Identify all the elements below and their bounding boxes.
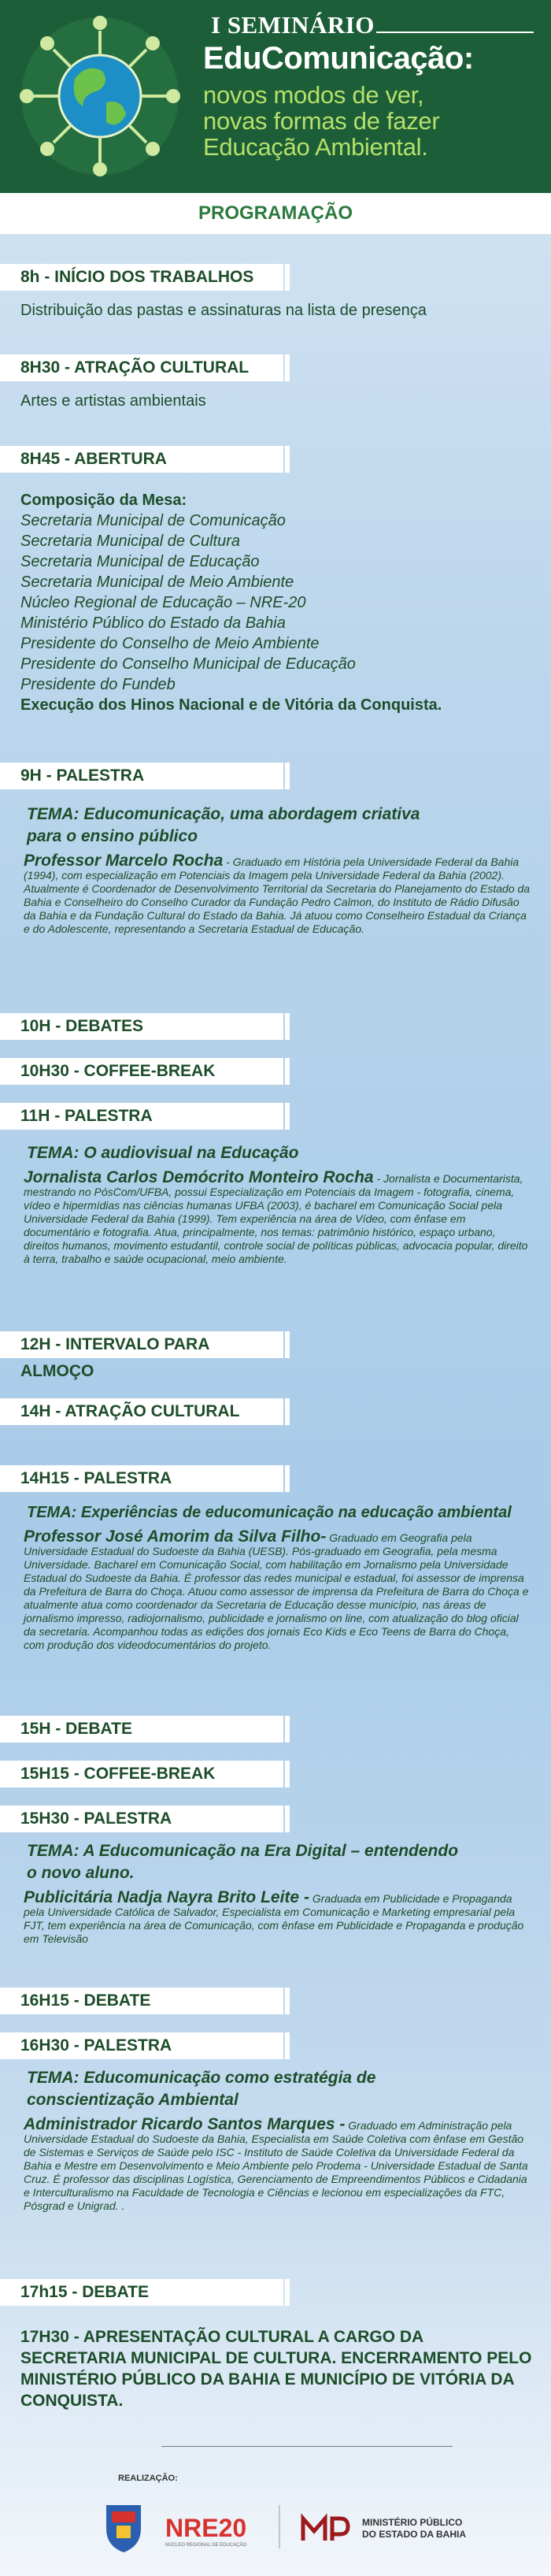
schedule-item <box>0 763 551 936</box>
bio-text: - Graduado em História pela Universidade Federal da Bahia (1994), com especialização em Potenciais da Imagem pela Universidade Federal da Bahia (2002). Atualmente é Coordenador de Desenvolvimento Territorial da Secretaria do Planejamento do Estado da Bahia e Conselheiro do Conselho Curador da Fundação Pedro Calmon, do Instituto de Rádio Difusão da Bahia e da Fundação Cultural do Estado da Bahia. Já atuou como Conselheiro Estadual da Criança e do Adolescente, representando a Secretaria Estadual de Educação. <box>24 856 531 935</box>
schedule-item <box>0 2032 551 2213</box>
time-label: 14H15 - PALESTRA <box>0 1465 283 1492</box>
schedule-item <box>0 1331 551 1380</box>
time-label: 16H15 - DEBATE <box>0 1988 283 2014</box>
time-label: 10H30 - COFFEE-BREAK <box>0 1058 283 1085</box>
time-label: 8H45 - ABERTURA <box>0 446 283 473</box>
item-text: Artes e artistas ambientais <box>20 392 206 410</box>
mesa-heading: Composição da Mesa: <box>20 492 187 509</box>
mesa-item: Núcleo Regional de Educação – NRE-20 <box>20 594 306 611</box>
speaker-name: Publicitária Nadja Nayra Brito Leite - <box>24 1888 309 1906</box>
schedule-item <box>0 1058 551 1085</box>
crest-icon <box>106 2505 141 2552</box>
item-body <box>0 473 551 715</box>
mesa-item: Presidente do Conselho de Meio Ambiente <box>20 635 320 652</box>
schedule-item <box>0 354 551 411</box>
mp-logo-icon <box>303 2518 348 2541</box>
nre-logo-caption: NÚCLEO REGIONAL DE EDUCAÇÃO <box>165 2543 247 2548</box>
speaker-name: Jornalista Carlos Demócrito Monteiro Rocha <box>24 1168 374 1186</box>
mesa-item: Presidente do Conselho Municipal de Educação <box>20 655 356 673</box>
globe-logo-icon <box>16 12 185 181</box>
talk-theme: TEMA: Experiências de educomunicação na educação ambiental <box>27 1504 512 1521</box>
subtitle-line: novos modos de ver, <box>203 81 424 109</box>
schedule-item <box>0 1013 551 1040</box>
nre-logo: NRE20 <box>165 2514 247 2542</box>
schedule-item <box>0 1761 551 1787</box>
time-label: 15H15 - COFFEE-BREAK <box>0 1761 283 1787</box>
talk-theme: TEMA: Educomunicação como estratégia de conscientização Ambiental <box>27 2069 376 2109</box>
talk-theme: TEMA: A Educomunicação na Era Digital – entendendo o novo aluno. <box>27 1842 459 1882</box>
closing-text: 17H30 - APRESENTAÇÃO CULTURAL A CARGO DA SECRETARIA MUNICIPAL DE CULTURA. ENCERRAMENTO PELO MINISTÉRIO PÚBLICO DA BAHIA E MUNICÍPIO DE VITÓRIA DA CONQUISTA. <box>20 2328 532 2410</box>
mp-logo-line1: MINISTÉRIO PÚBLICO <box>362 2517 463 2528</box>
subtitle-line: Educação Ambiental. <box>203 133 428 161</box>
bio-text: Graduado em Administração pela Universidade Estadual do Sudoeste da Bahia, Especialista em Saúde Coletiva com ênfase em Gestão de Sistemas e Serviços de Saúde pelo ISC - Instituto de Saúde Coletiva da Universidade Federal da Bahia e Mestre em Desenvolvimento e Meio Ambiente pelo Prodema - Universidade Estadual de Santa Cruz. É professor das disciplinas Logística, Gerenciamento de Empreendimentos Públicos e Cidadania e Interculturalismo na Faculdade de Tecnologia e Ciências e lecionou em especializações da FTC, Pósgrad e Unigrad. . <box>24 2119 528 2212</box>
time-label: 16H30 - PALESTRA <box>0 2032 283 2059</box>
divider <box>161 2446 453 2447</box>
bio-text: Graduada em Publicidade e Propaganda pela Universidade Católica de Salvador, Especialista em Comunicação e Marketing empresarial pela FJT, tem experiência na área de Comunicação, com ênfase em Publicidade e Propaganda e produção em Televisão <box>24 1892 524 1945</box>
speaker-name: Administrador Ricardo Santos Marques - <box>24 2115 346 2133</box>
realizacao-label: REALIZAÇÃO: <box>118 2474 178 2483</box>
time-label: 14H - ATRAÇÃO CULTURAL <box>0 1398 283 1425</box>
time-label: 12H - INTERVALO PARA ALMOÇO <box>0 1331 283 1358</box>
speaker-name: Professor José Amorim da Silva Filho- <box>24 1527 327 1546</box>
item-text: Distribuição das pastas e assinaturas na lista de presença <box>20 302 427 319</box>
schedule-item <box>0 446 551 715</box>
schedule-item <box>0 1398 551 1425</box>
sponsor-logos <box>102 2497 480 2556</box>
schedule-item <box>0 2279 551 2306</box>
schedule-item <box>0 1716 551 1743</box>
mesa-item: Secretaria Municipal de Comunicação <box>20 512 286 529</box>
speaker-bio <box>0 2111 551 2213</box>
mesa-item: Presidente do Fundeb <box>20 676 176 693</box>
time-label: 17h15 - DEBATE <box>0 2279 283 2306</box>
time-label: 9H - PALESTRA <box>0 763 283 789</box>
speaker-bio <box>0 1884 551 1946</box>
speaker-bio <box>0 1524 551 1652</box>
time-label: 15H30 - PALESTRA <box>0 1806 283 1832</box>
talk-theme: TEMA: O audiovisual na Educação <box>27 1144 299 1162</box>
time-label: 8h - INÍCIO DOS TRABALHOS <box>0 264 283 291</box>
mesa-item: Secretaria Municipal de Cultura <box>20 533 241 550</box>
speaker-bio <box>0 1164 551 1266</box>
header-banner <box>0 0 551 193</box>
mesa-item: Ministério Público do Estado da Bahia <box>20 614 286 632</box>
mesa-item: Secretaria Municipal de Meio Ambiente <box>20 573 294 591</box>
mesa-closing: Execução dos Hinos Nacional e de Vitória da Conquista. <box>20 696 442 714</box>
bio-text: Graduado em Geografia pela Universidade Estadual do Sudoeste da Bahia (UESB). Pós-graduado em Geografia, pela mesma Universidade. Bacharel em Comunicação Social, com habilitação em Jornalismo pela Universidade Estadual do Sudoeste da Bahia. É professor das redes municipal e estadual, foi assessor de imprensa da Prefeitura de Barra do Choça. Atuou como assessor de imprensa da Prefeitura de Barra do Choça e atualmente atua como coordenador da Secretaria de Educação desse município, nas áreas de jornalismo impresso, radiojornalismo, publicidade e jornalismo on line, com atualização do blog oficial da secretaria. Acompanhou todas as edições dos jornais Eco Kids e Eco Teens de Barra do Choça, com produção dos videodocumentários do projeto. <box>24 1531 529 1651</box>
schedule-item <box>0 1988 551 2014</box>
mesa-item: Secretaria Municipal de Educação <box>20 553 260 570</box>
program-title: PROGRAMAÇÃO <box>198 202 353 224</box>
schedule-item <box>0 1806 551 1946</box>
event-subtitle <box>203 82 439 160</box>
schedule-item <box>0 1103 551 1266</box>
program-title-bar <box>0 193 551 234</box>
header-rule <box>376 32 534 33</box>
speaker-bio <box>0 848 551 936</box>
schedule-item <box>0 264 551 321</box>
time-label: 15H - DEBATE <box>0 1716 283 1743</box>
subtitle-line: novas formas de fazer <box>203 107 440 135</box>
mp-logo-line2: DO ESTADO DA BAHIA <box>362 2529 466 2540</box>
time-label: 8H30 - ATRAÇÃO CULTURAL <box>0 354 283 381</box>
seminar-label: I SEMINÁRIO <box>211 11 375 39</box>
speaker-name: Professor Marcelo Rocha <box>24 852 224 870</box>
schedule-item <box>0 1465 551 1652</box>
bio-text: - Jornalista e Documentarista, mestrando no PósCom/UFBA, possui Especialização em Potenciais da Imagem - fotografia, cinema, vídeo e hipermídias nas ciências humanas UFBA (2003), é bacharel em Comunicação Social pela Universidade Federal da Bahia (1999). Tem experiência na área de Vídeo, com ênfase em documentário e fotografia. Atua, principalmente, nos temas: patrimônio histórico, espaço urbano, direitos humanos, movimento estudantil, controle social de políticas públicas, advocacia popular, direito à terra, trabalho e saúde ocupacional, meio ambiente. <box>24 1172 528 1265</box>
time-label: 11H - PALESTRA <box>0 1103 283 1130</box>
event-title: EduComunicação: <box>203 41 474 76</box>
talk-theme: TEMA: Educomunicação, uma abordagem criativa para o ensino público <box>27 805 420 845</box>
time-label: 10H - DEBATES <box>0 1013 283 1040</box>
